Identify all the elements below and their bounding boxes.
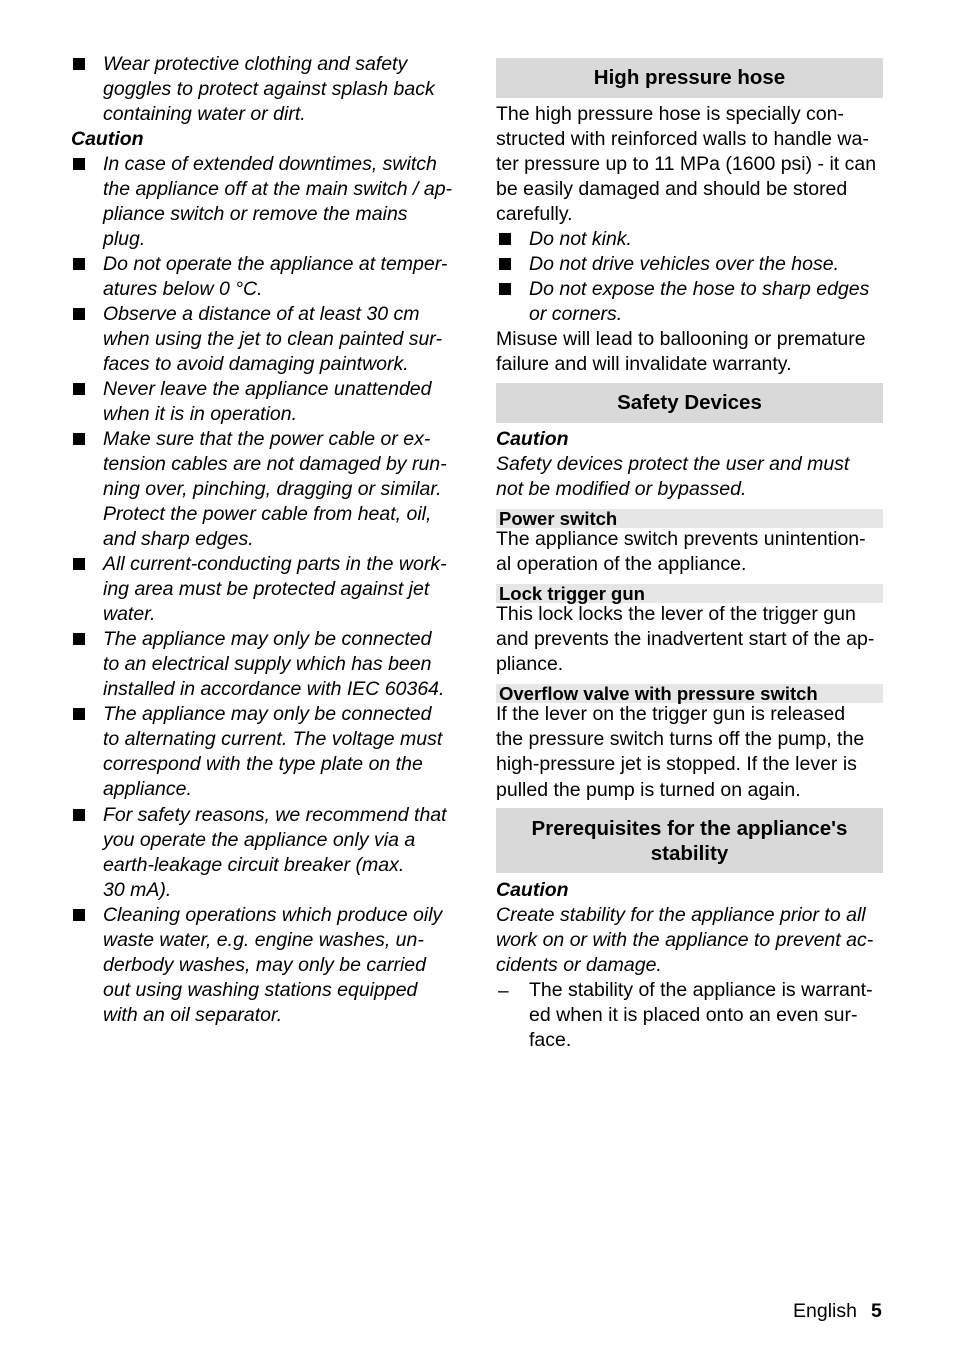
text-line: Never leave the appliance unattended bbox=[103, 378, 432, 400]
text-line: when using the jet to clean painted sur- bbox=[103, 328, 442, 350]
bullet-square-icon bbox=[73, 809, 85, 821]
text-line: work on or with the appliance to prevent ac- bbox=[496, 929, 874, 951]
text-line: water. bbox=[103, 603, 156, 625]
text-line: with an oil separator. bbox=[103, 1004, 283, 1026]
text-line: This lock locks the lever of the trigger gun bbox=[496, 603, 856, 625]
text-line: failure and will invalidate warranty. bbox=[496, 353, 792, 375]
bullet-square-icon bbox=[73, 558, 85, 570]
text-line: 30 mA). bbox=[103, 879, 172, 901]
bullet-square-icon bbox=[73, 383, 85, 395]
text-line: not be modified or bypassed. bbox=[496, 478, 747, 500]
bullet-square-icon bbox=[73, 58, 85, 70]
caution-label: Caution bbox=[496, 428, 569, 450]
text-line: correspond with the type plate on the bbox=[103, 753, 423, 775]
text-line: Do not operate the appliance at temper- bbox=[103, 253, 448, 275]
section-heading-stability bbox=[496, 808, 883, 873]
text-line: Do not expose the hose to sharp edges bbox=[529, 278, 870, 300]
text-line: Create stability for the appliance prior to all bbox=[496, 904, 866, 926]
text-line: tension cables are not damaged by run- bbox=[103, 453, 447, 475]
text-line: For safety reasons, we recommend that bbox=[103, 804, 447, 826]
subheading-overflow-valve: Overflow valve with pressure switch bbox=[496, 684, 883, 703]
text-line: cidents or damage. bbox=[496, 954, 662, 976]
text-line: when it is in operation. bbox=[103, 403, 298, 425]
text-line: Safety devices protect the user and must bbox=[496, 453, 850, 475]
text-line: installed in accordance with IEC 60364. bbox=[103, 678, 445, 700]
footer-language: English bbox=[793, 1300, 857, 1322]
text-line: ed when it is placed onto an even sur- bbox=[529, 1004, 858, 1026]
text-line: structed with reinforced walls to handle wa- bbox=[496, 128, 869, 150]
bullet-square-icon bbox=[499, 283, 511, 295]
heading-line: stability bbox=[650, 842, 729, 865]
text-line: high-pressure jet is stopped. If the lever is bbox=[496, 753, 857, 775]
section-heading-high-pressure-hose: High pressure hose bbox=[496, 58, 883, 98]
text-line: and sharp edges. bbox=[103, 528, 254, 550]
text-line: or corners. bbox=[529, 303, 623, 325]
text-line: ter pressure up to 11 MPa (1600 psi) - it can bbox=[496, 153, 877, 175]
bullet-square-icon bbox=[73, 433, 85, 445]
text-line: faces to avoid damaging paintwork. bbox=[103, 353, 409, 375]
text-line: to alternating current. The voltage must bbox=[103, 728, 443, 750]
heading-line: Prerequisites for the appliance's bbox=[531, 817, 848, 840]
text-line: plug. bbox=[103, 228, 146, 250]
text-line: The stability of the appliance is warrant- bbox=[529, 979, 873, 1001]
text-line: The high pressure hose is specially con- bbox=[496, 103, 844, 125]
bullet-square-icon bbox=[73, 708, 85, 720]
text-line: The appliance may only be connected bbox=[103, 628, 432, 650]
text-line: pulled the pump is turned on again. bbox=[496, 779, 801, 801]
text-line: Protect the power cable from heat, oil, bbox=[103, 503, 432, 525]
text-line: and prevents the inadvertent start of the ap- bbox=[496, 628, 875, 650]
bullet-square-icon bbox=[73, 308, 85, 320]
text-line: If the lever on the trigger gun is released bbox=[496, 703, 846, 725]
bullet-square-icon bbox=[499, 233, 511, 245]
bullet-square-icon bbox=[73, 258, 85, 270]
text-line: Make sure that the power cable or ex- bbox=[103, 428, 431, 450]
text-line: Observe a distance of at least 30 cm bbox=[103, 303, 420, 325]
section-heading-safety-devices: Safety Devices bbox=[496, 383, 883, 423]
bullet-square-icon bbox=[499, 258, 511, 270]
dash-marker: – bbox=[498, 981, 509, 1002]
subheading-lock-trigger-gun: Lock trigger gun bbox=[496, 584, 883, 603]
text-line: All current-conducting parts in the work- bbox=[103, 553, 447, 575]
text-line: earth-leakage circuit breaker (max. bbox=[103, 854, 405, 876]
text-line: Wear protective clothing and safety bbox=[103, 53, 408, 75]
bullet-square-icon bbox=[73, 158, 85, 170]
text-line: pliance switch or remove the mains bbox=[103, 203, 408, 225]
text-line: the appliance off at the main switch / ap- bbox=[103, 178, 453, 200]
text-line: containing water or dirt. bbox=[103, 103, 306, 125]
text-line: The appliance switch prevents unintention- bbox=[496, 528, 866, 550]
text-line: ing area must be protected against jet bbox=[103, 578, 430, 600]
text-line: goggles to protect against splash back bbox=[103, 78, 435, 100]
bullet-square-icon bbox=[73, 909, 85, 921]
text-line: al operation of the appliance. bbox=[496, 553, 747, 575]
caution-label: Caution bbox=[496, 879, 569, 901]
text-line: carefully. bbox=[496, 203, 573, 225]
text-line: ning over, pinching, dragging or similar. bbox=[103, 478, 442, 500]
text-line: face. bbox=[529, 1029, 572, 1051]
text-line: derbody washes, may only be carried bbox=[103, 954, 426, 976]
text-line: pliance. bbox=[496, 653, 564, 675]
text-line: Cleaning operations which produce oily bbox=[103, 904, 443, 926]
text-line: The appliance may only be connected bbox=[103, 703, 432, 725]
caution-label: Caution bbox=[71, 128, 144, 150]
text-line: the pressure switch turns off the pump, the bbox=[496, 728, 865, 750]
text-line: Do not kink. bbox=[529, 228, 632, 250]
page-number: 5 bbox=[871, 1300, 882, 1322]
text-line: to an electrical supply which has been bbox=[103, 653, 432, 675]
bullet-square-icon bbox=[73, 633, 85, 645]
text-line: atures below 0 °C. bbox=[103, 278, 263, 300]
text-line: In case of extended downtimes, switch bbox=[103, 153, 437, 175]
text-line: Do not drive vehicles over the hose. bbox=[529, 253, 840, 275]
text-line: appliance. bbox=[103, 778, 192, 800]
subheading-power-switch: Power switch bbox=[496, 509, 883, 528]
text-line: Misuse will lead to ballooning or premature bbox=[496, 328, 866, 350]
text-line: you operate the appliance only via a bbox=[103, 829, 416, 851]
text-line: out using washing stations equipped bbox=[103, 979, 418, 1001]
text-line: be easily damaged and should be stored bbox=[496, 178, 848, 200]
text-line: waste water, e.g. engine washes, un- bbox=[103, 929, 424, 951]
